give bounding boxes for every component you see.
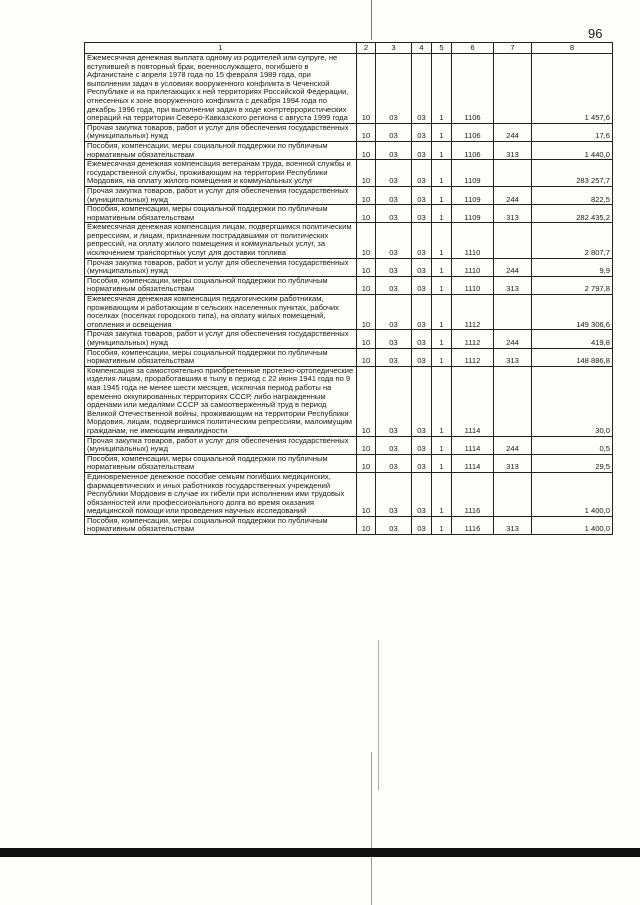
- cell-section: 10: [357, 160, 376, 187]
- cell-program: 03: [412, 123, 432, 141]
- cell-section: 10: [357, 516, 376, 534]
- cell-expense-type: 313: [494, 454, 532, 472]
- cell-target-code: 1116: [452, 472, 494, 516]
- scan-fold-line-top: [371, 0, 372, 40]
- cell-subsection: 03: [376, 276, 412, 294]
- cell-program: 03: [412, 454, 432, 472]
- cell-subprogram: 1: [432, 223, 452, 258]
- cell-target-code: 1109: [452, 160, 494, 187]
- cell-amount: 2 807,7: [532, 223, 613, 258]
- cell-amount: 148 886,8: [532, 348, 613, 366]
- cell-subsection: 03: [376, 295, 412, 330]
- table-row: [85, 454, 613, 472]
- cell-program: 03: [412, 54, 432, 124]
- table-row: [85, 54, 613, 124]
- cell-expense-type: 313: [494, 516, 532, 534]
- cell-subsection: 03: [376, 366, 412, 436]
- cell-section: 10: [357, 348, 376, 366]
- table-row: [85, 205, 613, 223]
- cell-target-code: 1110: [452, 258, 494, 276]
- cell-amount: 30,0: [532, 366, 613, 436]
- table-row: [85, 258, 613, 276]
- row-name: Прочая закупка товаров, работ и услуг для обеспечения государственных (муниципальных) нужд: [85, 436, 357, 454]
- cell-amount: 17,6: [532, 123, 613, 141]
- cell-subsection: 03: [376, 436, 412, 454]
- table-row: [85, 516, 613, 534]
- table-row: [85, 348, 613, 366]
- cell-target-code: 1114: [452, 454, 494, 472]
- cell-section: 10: [357, 366, 376, 436]
- column-header-2: 2: [357, 43, 376, 54]
- page-number: 96: [588, 26, 603, 41]
- cell-target-code: 1106: [452, 54, 494, 124]
- cell-subsection: 03: [376, 330, 412, 348]
- row-name: Ежемесячная денежная компенсация лицам, подвергшимся политическим репрессиям, и лицам, признанным пострадавшими от политических репрессий, на оплату жилого помещения и коммунальных услуг, за исключением транспортных услуг для доставки топлива: [85, 223, 357, 258]
- cell-section: 10: [357, 472, 376, 516]
- cell-target-code: 1112: [452, 330, 494, 348]
- row-name: Пособия, компенсации, меры социальной поддержки по публичным нормативным обязательствам: [85, 205, 357, 223]
- cell-subprogram: 1: [432, 205, 452, 223]
- cell-subprogram: 1: [432, 348, 452, 366]
- cell-program: 03: [412, 366, 432, 436]
- cell-program: 03: [412, 276, 432, 294]
- cell-subprogram: 1: [432, 186, 452, 204]
- cell-subprogram: 1: [432, 330, 452, 348]
- row-name: Ежемесячная денежная выплата одному из родителей или супруге, не вступившей в повторный брак, военнослужащего, погибшего в Афганистане с апреля 1978 года по 15 февраля 1989 года, при выполнении задач в условиях вооруженного конфликта в Чеченской Республике и на прилегающих к ней территориях Российской Федерации, отнесенных к зоне вооруженного конфликта с декабря 1994 года по декабрь 1996 года, при выполнении задач в ходе контртеррористических операций на территории Северо-Кавказского региона с августа 1999 года: [85, 54, 357, 124]
- cell-subsection: 03: [376, 141, 412, 159]
- column-header-8: 8: [532, 43, 613, 54]
- cell-program: 03: [412, 472, 432, 516]
- cell-section: 10: [357, 330, 376, 348]
- row-name: Прочая закупка товаров, работ и услуг для обеспечения государственных (муниципальных) нужд: [85, 258, 357, 276]
- cell-subsection: 03: [376, 205, 412, 223]
- cell-program: 03: [412, 436, 432, 454]
- cell-amount: 1 400,0: [532, 472, 613, 516]
- cell-amount: 149 306,6: [532, 295, 613, 330]
- cell-target-code: 1116: [452, 516, 494, 534]
- cell-subsection: 03: [376, 123, 412, 141]
- cell-expense-type: 313: [494, 276, 532, 294]
- cell-expense-type: 313: [494, 348, 532, 366]
- cell-section: 10: [357, 186, 376, 204]
- scan-bottom-border: [0, 848, 640, 857]
- cell-program: 03: [412, 258, 432, 276]
- cell-section: 10: [357, 276, 376, 294]
- cell-amount: 0,5: [532, 436, 613, 454]
- cell-expense-type: 244: [494, 186, 532, 204]
- row-name: Компенсация за самостоятельно приобретенные протезно-ортопедические изделия лицам, проработавшим в тылу в период с 22 июня 1941 года по 9 мая 1945 года не менее шести месяцев, исключая период работы на временно оккупированных территориях СССР, либо награжденным орденами или медалями СССР за самоотверженный труд в период Великой Отечественной войны, проживающим на территории Республики Мордовия, лицам, подвергшимся политическим репрессиям, малоимущим гражданам, не имеющим инвалидности: [85, 366, 357, 436]
- cell-target-code: 1106: [452, 141, 494, 159]
- cell-amount: 1 400,0: [532, 516, 613, 534]
- row-name: Пособия, компенсации, меры социальной поддержки по публичным нормативным обязательствам: [85, 276, 357, 294]
- cell-section: 10: [357, 123, 376, 141]
- cell-subsection: 03: [376, 186, 412, 204]
- cell-amount: 1 440,0: [532, 141, 613, 159]
- cell-program: 03: [412, 348, 432, 366]
- cell-target-code: 1114: [452, 436, 494, 454]
- cell-subprogram: 1: [432, 295, 452, 330]
- table-row: [85, 223, 613, 258]
- cell-expense-type: [494, 160, 532, 187]
- cell-subsection: 03: [376, 160, 412, 187]
- cell-expense-type: [494, 472, 532, 516]
- table-row: [85, 123, 613, 141]
- row-name: Прочая закупка товаров, работ и услуг для обеспечения государственных (муниципальных) нужд: [85, 330, 357, 348]
- table-row: [85, 141, 613, 159]
- row-name: Пособия, компенсации, меры социальной поддержки по публичным нормативным обязательствам: [85, 454, 357, 472]
- cell-subprogram: 1: [432, 123, 452, 141]
- cell-section: 10: [357, 436, 376, 454]
- cell-program: 03: [412, 223, 432, 258]
- row-name: Пособия, компенсации, меры социальной поддержки по публичным нормативным обязательствам: [85, 348, 357, 366]
- cell-subprogram: 1: [432, 141, 452, 159]
- column-header-5: 5: [432, 43, 452, 54]
- cell-amount: 2 797,8: [532, 276, 613, 294]
- cell-amount: 9,9: [532, 258, 613, 276]
- cell-expense-type: [494, 295, 532, 330]
- table-row: [85, 330, 613, 348]
- row-name: Пособия, компенсации, меры социальной поддержки по публичным нормативным обязательствам: [85, 141, 357, 159]
- cell-amount: 29,5: [532, 454, 613, 472]
- cell-subprogram: 1: [432, 436, 452, 454]
- cell-subprogram: 1: [432, 366, 452, 436]
- table-row: [85, 160, 613, 187]
- cell-subsection: 03: [376, 348, 412, 366]
- cell-program: 03: [412, 330, 432, 348]
- column-header-1: 1: [85, 43, 357, 54]
- cell-expense-type: 244: [494, 258, 532, 276]
- table-row: [85, 366, 613, 436]
- cell-subprogram: 1: [432, 258, 452, 276]
- budget-table: [84, 42, 613, 535]
- cell-subsection: 03: [376, 454, 412, 472]
- cell-subsection: 03: [376, 472, 412, 516]
- table-body: [85, 54, 613, 535]
- cell-target-code: 1112: [452, 348, 494, 366]
- table-row: [85, 436, 613, 454]
- scan-fold-line-faint: [378, 640, 379, 790]
- cell-target-code: 1109: [452, 186, 494, 204]
- cell-expense-type: [494, 54, 532, 124]
- cell-section: 10: [357, 141, 376, 159]
- cell-target-code: 1109: [452, 205, 494, 223]
- cell-expense-type: 313: [494, 205, 532, 223]
- cell-subprogram: 1: [432, 160, 452, 187]
- cell-expense-type: 313: [494, 141, 532, 159]
- row-name: Прочая закупка товаров, работ и услуг для обеспечения государственных (муниципальных) нужд: [85, 186, 357, 204]
- cell-subprogram: 1: [432, 276, 452, 294]
- cell-program: 03: [412, 141, 432, 159]
- cell-subsection: 03: [376, 223, 412, 258]
- cell-program: 03: [412, 205, 432, 223]
- column-header-3: 3: [376, 43, 412, 54]
- cell-expense-type: 244: [494, 330, 532, 348]
- cell-program: 03: [412, 186, 432, 204]
- cell-amount: 282 435,2: [532, 205, 613, 223]
- cell-section: 10: [357, 295, 376, 330]
- cell-expense-type: [494, 366, 532, 436]
- row-name: Прочая закупка товаров, работ и услуг для обеспечения государственных (муниципальных) нужд: [85, 123, 357, 141]
- cell-subprogram: 1: [432, 472, 452, 516]
- cell-program: 03: [412, 516, 432, 534]
- cell-amount: 1 457,6: [532, 54, 613, 124]
- cell-target-code: 1110: [452, 223, 494, 258]
- table-row: [85, 276, 613, 294]
- row-name: Ежемесячная денежная компенсация ветеранам труда, военной службы и государственной службы, проживающим на территории Республики Мордовия, на оплату жилого помещения и коммунальных услуг: [85, 160, 357, 187]
- column-header-7: 7: [494, 43, 532, 54]
- table-row: [85, 472, 613, 516]
- cell-expense-type: 244: [494, 436, 532, 454]
- row-name: Пособия, компенсации, меры социальной поддержки по публичным нормативным обязательствам: [85, 516, 357, 534]
- table-header-row: [85, 43, 613, 54]
- cell-subprogram: 1: [432, 54, 452, 124]
- cell-subprogram: 1: [432, 454, 452, 472]
- cell-program: 03: [412, 295, 432, 330]
- cell-section: 10: [357, 223, 376, 258]
- cell-subsection: 03: [376, 54, 412, 124]
- cell-target-code: 1110: [452, 276, 494, 294]
- table-row: [85, 186, 613, 204]
- cell-section: 10: [357, 258, 376, 276]
- cell-amount: 419,8: [532, 330, 613, 348]
- cell-target-code: 1106: [452, 123, 494, 141]
- cell-expense-type: 244: [494, 123, 532, 141]
- row-name: Единовременное денежное пособие семьям погибших медицинских, фармацевтических и иных работников государственных учреждений Республики Мордовия в случае их гибели при исполнении ими трудовых обязанностей или профессионального долга во время оказания медицинской помощи или проведения научных исследований: [85, 472, 357, 516]
- row-name: Ежемесячная денежная компенсация педагогическим работникам, проживающим и работающим в сельских населенных пунктах, рабочих поселках (поселках городского типа), на оплату жилых помещений, отопления и освещения: [85, 295, 357, 330]
- cell-section: 10: [357, 454, 376, 472]
- cell-section: 10: [357, 54, 376, 124]
- cell-section: 10: [357, 205, 376, 223]
- scan-fold-line-bottom: [371, 752, 372, 905]
- cell-subprogram: 1: [432, 516, 452, 534]
- cell-subsection: 03: [376, 258, 412, 276]
- cell-subsection: 03: [376, 516, 412, 534]
- cell-target-code: 1114: [452, 366, 494, 436]
- cell-expense-type: [494, 223, 532, 258]
- cell-amount: 283 257,7: [532, 160, 613, 187]
- column-header-6: 6: [452, 43, 494, 54]
- cell-amount: 822,5: [532, 186, 613, 204]
- column-header-4: 4: [412, 43, 432, 54]
- cell-program: 03: [412, 160, 432, 187]
- cell-target-code: 1112: [452, 295, 494, 330]
- table-row: [85, 295, 613, 330]
